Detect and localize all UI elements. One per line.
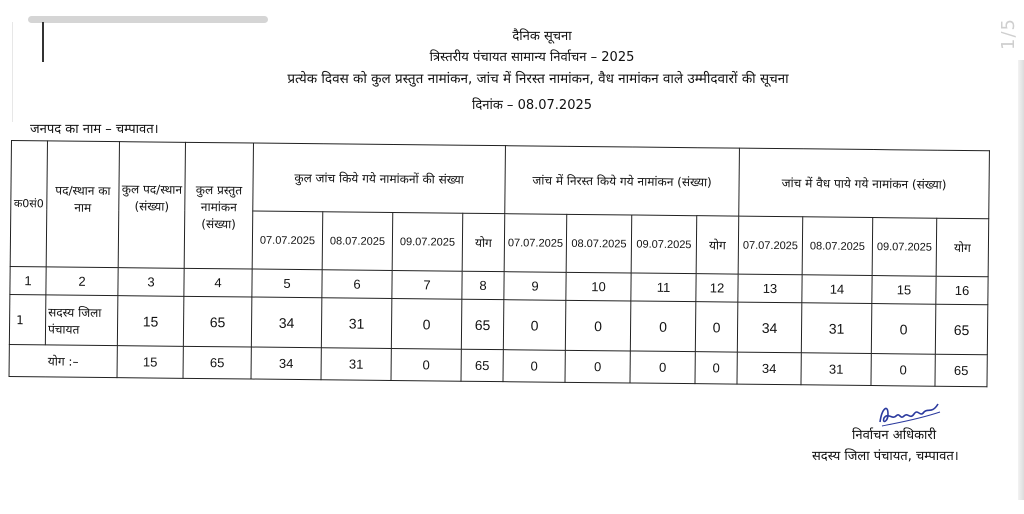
group-header-rejected: जांच में निरस्त किये गये नामांकन (संख्या): [505, 146, 740, 216]
index-cell: 7: [392, 270, 462, 299]
data-cell: 0: [565, 300, 631, 351]
page-shadow: [1018, 60, 1024, 500]
group-header-checked: कुल जांच किये गये नामांकनों की संख्या: [253, 143, 506, 214]
index-cell: 13: [738, 274, 802, 303]
total-cell: 31: [801, 353, 871, 386]
data-cell: 0: [695, 302, 738, 352]
scroll-indicator[interactable]: [28, 16, 268, 23]
total-cell: 0: [630, 351, 695, 384]
data-cell: 0: [871, 304, 936, 355]
signatory-office: सदस्य जिला पंचायत, चम्पावत।: [812, 449, 959, 464]
data-cell: 31: [321, 298, 392, 349]
total-cell: 31: [321, 348, 391, 381]
index-cell: 1: [10, 266, 46, 294]
index-cell: 9: [504, 272, 566, 301]
index-cell: 14: [802, 275, 872, 304]
notice-title: दैनिक सूचना: [512, 29, 572, 44]
col-header-post: पद/स्थान का नाम: [46, 141, 119, 268]
subheader-cell: योग: [462, 213, 505, 271]
index-cell: 6: [322, 270, 392, 299]
subheader-cell: 07.07.2025: [738, 216, 803, 275]
total-label: योग :–: [9, 344, 117, 377]
row-sno: 1: [9, 294, 46, 344]
election-title: त्रिस्तरीय पंचायत सामान्य निर्वाचन – 2025: [429, 50, 635, 65]
total-cell: 34: [737, 352, 801, 385]
subheader-cell: 08.07.2025: [322, 212, 393, 271]
index-cell: 12: [696, 274, 738, 302]
signatory-designation: निर्वाचन अधिकारी: [852, 428, 937, 443]
index-cell: 10: [566, 272, 631, 301]
col-header-total-posts: कुल पद/स्थान (संख्या): [118, 142, 185, 269]
notice-date: दिनांक – 08.07.2025: [471, 98, 593, 113]
data-cell: 0: [630, 301, 696, 352]
total-cell: 0: [391, 348, 461, 381]
col-header-total-nominations: कुल प्रस्तुत नामांकन (संख्या): [184, 142, 253, 269]
district-name: जनपद का नाम – चम्पावत।: [30, 122, 159, 137]
subheader-cell: योग: [696, 216, 739, 274]
index-cell: 15: [872, 276, 936, 305]
subheader-cell: 07.07.2025: [252, 211, 323, 270]
total-cell: 65: [935, 354, 987, 387]
col-header-sno: क0सं0: [10, 141, 47, 267]
group-header-valid: जांच में वैध पाये गये नामांकन (संख्या): [739, 148, 990, 219]
page-indicator: 1/5: [998, 18, 1019, 50]
index-cell: 3: [118, 268, 184, 297]
data-cell: 65: [935, 304, 988, 355]
subheader-cell: 09.07.2025: [392, 213, 463, 272]
subheader-cell: 09.07.2025: [872, 218, 937, 277]
nomination-table: [9, 140, 990, 387]
total-cell: 65: [183, 346, 251, 379]
data-cell: 65: [461, 299, 504, 349]
index-cell: 4: [184, 268, 252, 297]
data-cell: 31: [801, 303, 872, 354]
data-cell: 65: [183, 296, 252, 347]
index-cell: 16: [936, 276, 988, 305]
subheader-cell: 08.07.2025: [802, 217, 873, 276]
subheader-cell: योग: [936, 218, 989, 277]
index-cell: 8: [462, 271, 504, 299]
total-cell: 0: [695, 352, 737, 384]
total-cell: 0: [871, 354, 935, 387]
index-cell: 5: [252, 269, 322, 298]
total-cell: 65: [461, 349, 503, 381]
data-cell: 0: [391, 298, 462, 349]
data-cell: 0: [503, 300, 566, 351]
page-edge: [12, 22, 13, 122]
row-post-name: सदस्य जिला पंचायत: [45, 295, 118, 346]
index-cell: 2: [46, 267, 118, 296]
data-cell: 34: [251, 297, 322, 348]
data-cell: 34: [737, 302, 802, 353]
total-cell: 0: [503, 350, 565, 383]
subheader-cell: 09.07.2025: [631, 215, 697, 274]
subheader-cell: 08.07.2025: [566, 214, 632, 273]
subheader-cell: 07.07.2025: [504, 214, 567, 273]
data-cell: 15: [117, 296, 184, 347]
total-cell: 15: [117, 346, 183, 379]
total-cell: 0: [565, 350, 630, 383]
index-cell: 11: [631, 273, 696, 302]
total-cell: 34: [251, 347, 321, 380]
notice-description: प्रत्येक दिवस को कुल प्रस्तुत नामांकन, जांच में निरस्त नामांकन, वैध नामांकन वाले उम्मीदवारों की सूचना: [287, 71, 789, 87]
